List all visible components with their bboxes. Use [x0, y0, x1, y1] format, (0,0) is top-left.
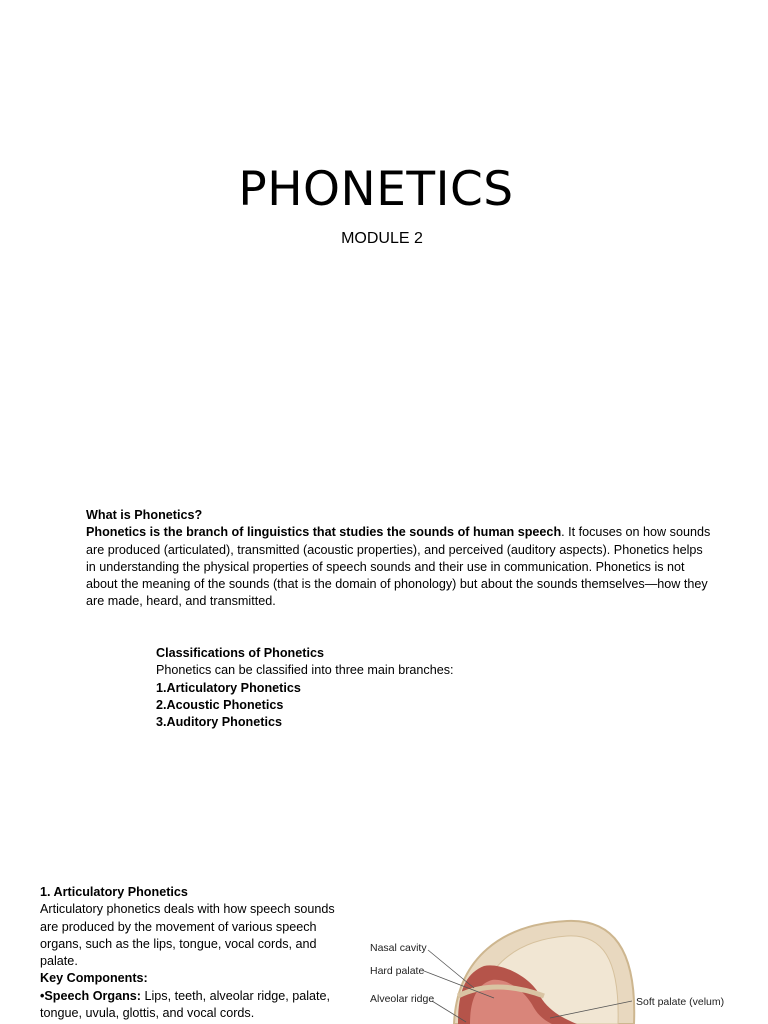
classifications-section [156, 645, 576, 731]
page-subtitle: MODULE 2 [341, 230, 423, 247]
key-components-heading: Key Components: [40, 971, 148, 986]
label-hard-palate: Hard palate [370, 965, 425, 977]
classification-item: 2.Acoustic Phonetics [156, 697, 284, 712]
intro-section [86, 507, 712, 611]
articulatory-heading: 1. Articulatory Phonetics [40, 885, 188, 899]
intro-heading: What is Phonetics? [86, 508, 203, 522]
articulatory-body: Articulatory phonetics deals with how speech sounds are produced by the movement of various speech organs, such as the lips, tongue, vocal cords, and palate. [40, 902, 335, 969]
classifications-intro: Phonetics can be classified into three main branches: [156, 663, 454, 678]
intro-paragraph [86, 525, 710, 608]
articulatory-section [40, 884, 355, 1022]
speech-organs-text: Lips, teeth, alveolar ridge, palate, tongue, uvula, glottis, and vocal cords. [40, 988, 331, 1021]
speech-organs-label: •Speech Organs: [40, 988, 141, 1003]
classification-item: 1.Articulatory Phonetics [156, 680, 301, 695]
leader-line-nasal [428, 950, 474, 988]
classification-item: 3.Auditory Phonetics [156, 715, 282, 730]
classifications-heading: Classifications of Phonetics [156, 646, 324, 660]
label-nasal-cavity: Nasal cavity [370, 942, 427, 954]
vocal-tract-diagram [362, 918, 768, 1024]
intro-definition-bold: Phonetics is the branch of linguistics that studies the sounds of human speech [86, 525, 562, 540]
intro-definition-rest: . It focuses on how sounds are produced (articulated), transmitted (acoustic properties), and perceived (auditory aspects). Phonetics helps in understanding the physical properties of speech sounds and their use in communication. Phonetics is not about the meaning of the sounds (that is the domain of phonology) but about the sounds themselves—how they are made, heard, and transmitted. [86, 525, 711, 609]
page-title: PHONETICS [238, 162, 514, 217]
label-soft-palate: Soft palate (velum) [636, 996, 725, 1008]
label-alveolar-ridge: Alveolar ridge [370, 993, 435, 1005]
speech-organs-item [40, 988, 355, 1023]
